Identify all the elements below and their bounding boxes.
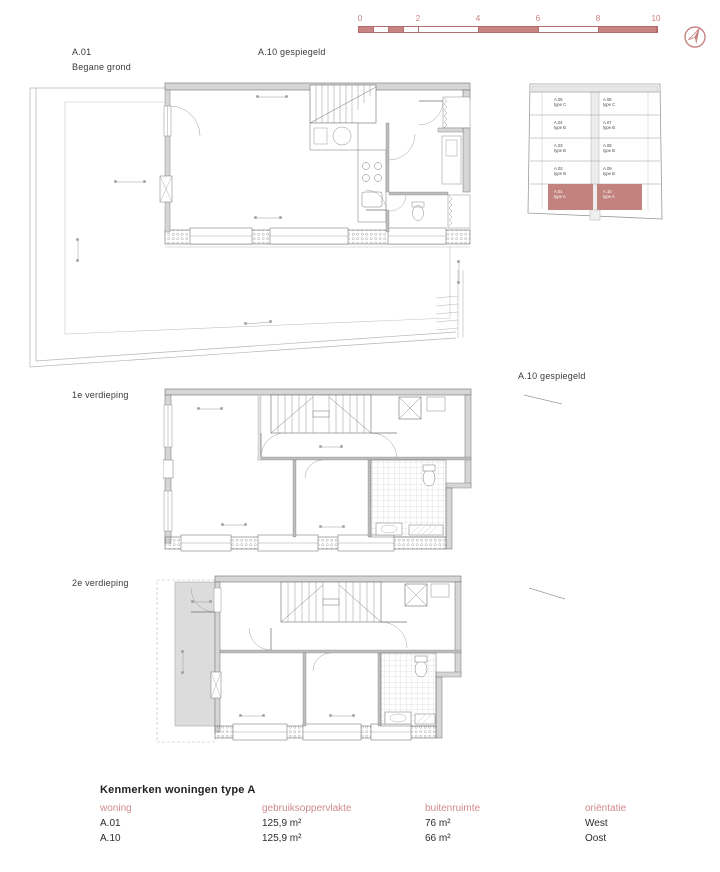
cell-buitenruimte: 76 m² [425, 818, 451, 829]
site-unit-type: type B [554, 148, 566, 153]
first-floor-plan [163, 385, 475, 557]
site-key-plan [526, 76, 666, 228]
site-unit-type: type B [554, 171, 566, 176]
site-unit-type: type B [603, 148, 615, 153]
cell-woning: A.01 [100, 818, 121, 829]
scale-segment [599, 27, 657, 32]
cell-oppervlakte: 125,9 m² [262, 818, 302, 829]
site-unit-type: type A [554, 194, 566, 199]
scale-segment [539, 27, 599, 32]
leader-line [525, 584, 570, 604]
scale-bar-strip [358, 26, 658, 33]
cell-oppervlakte: 125,9 m² [262, 833, 302, 844]
unit-id: A.01 [72, 47, 92, 57]
scale-tick: 6 [535, 14, 541, 23]
scale-tick: 2 [415, 14, 421, 23]
site-unit-id: A.06 [603, 97, 612, 102]
site-unit-id: A.04 [554, 120, 563, 125]
scale-segment [359, 27, 374, 32]
north-arrow-icon [682, 24, 708, 50]
mirrored-unit-label: A.10 gespiegeld [258, 47, 326, 57]
scale-segment [389, 27, 404, 32]
scale-tick: 10 [651, 14, 661, 23]
site-unit-id: A.09 [603, 166, 612, 171]
site-unit-type: type C [603, 102, 616, 107]
site-unit-id: A.07 [603, 120, 612, 125]
site-unit-id: A.02 [554, 166, 563, 171]
site-unit-id: A.05 [554, 97, 563, 102]
cell-orientatie: West [585, 818, 608, 829]
cell-woning: A.10 [100, 833, 121, 844]
cell-orientatie: Oost [585, 833, 607, 844]
site-unit-id: A.03 [554, 143, 563, 148]
second-floor-plan [153, 572, 475, 760]
first-floor-mirrored-label: A.10 gespiegeld [518, 371, 586, 381]
site-unit-type: type B [603, 125, 615, 130]
site-unit-id: A.08 [603, 143, 612, 148]
scale-segment [419, 27, 479, 32]
floor-name: Begane grond [72, 62, 131, 72]
scale-segment [479, 27, 539, 32]
site-unit-type: type B [603, 171, 615, 176]
col-header-gebruiksoppervlakte: gebruiksoppervlakte [262, 803, 352, 814]
roof-terrace [175, 582, 215, 726]
leader-line [520, 392, 565, 408]
first-floor-label: 1e verdieping [72, 390, 129, 400]
cell-buitenruimte: 66 m² [425, 833, 451, 844]
site-unit-id: A.01 [554, 189, 563, 194]
second-floor-label: 2e verdieping [72, 578, 129, 588]
site-unit-type: type B [554, 125, 566, 130]
site-unit-id: A.10 [603, 189, 612, 194]
site-unit-type: type A [603, 194, 615, 199]
spec-table-title: Kenmerken woningen type A [100, 784, 256, 796]
site-unit-type: type C [554, 102, 567, 107]
scale-bar [357, 14, 661, 36]
scale-segment [404, 27, 419, 32]
scale-tick: 8 [595, 14, 601, 23]
ground-floor-plan [18, 70, 473, 375]
scale-tick: 4 [475, 14, 481, 23]
scale-tick: 0 [357, 14, 363, 23]
col-header-buitenruimte: buitenruimte [425, 803, 481, 814]
scale-segment [374, 27, 389, 32]
spec-table [100, 784, 645, 844]
col-header-orientatie: oriëntatie [585, 803, 627, 814]
col-header-woning: woning [100, 803, 132, 814]
